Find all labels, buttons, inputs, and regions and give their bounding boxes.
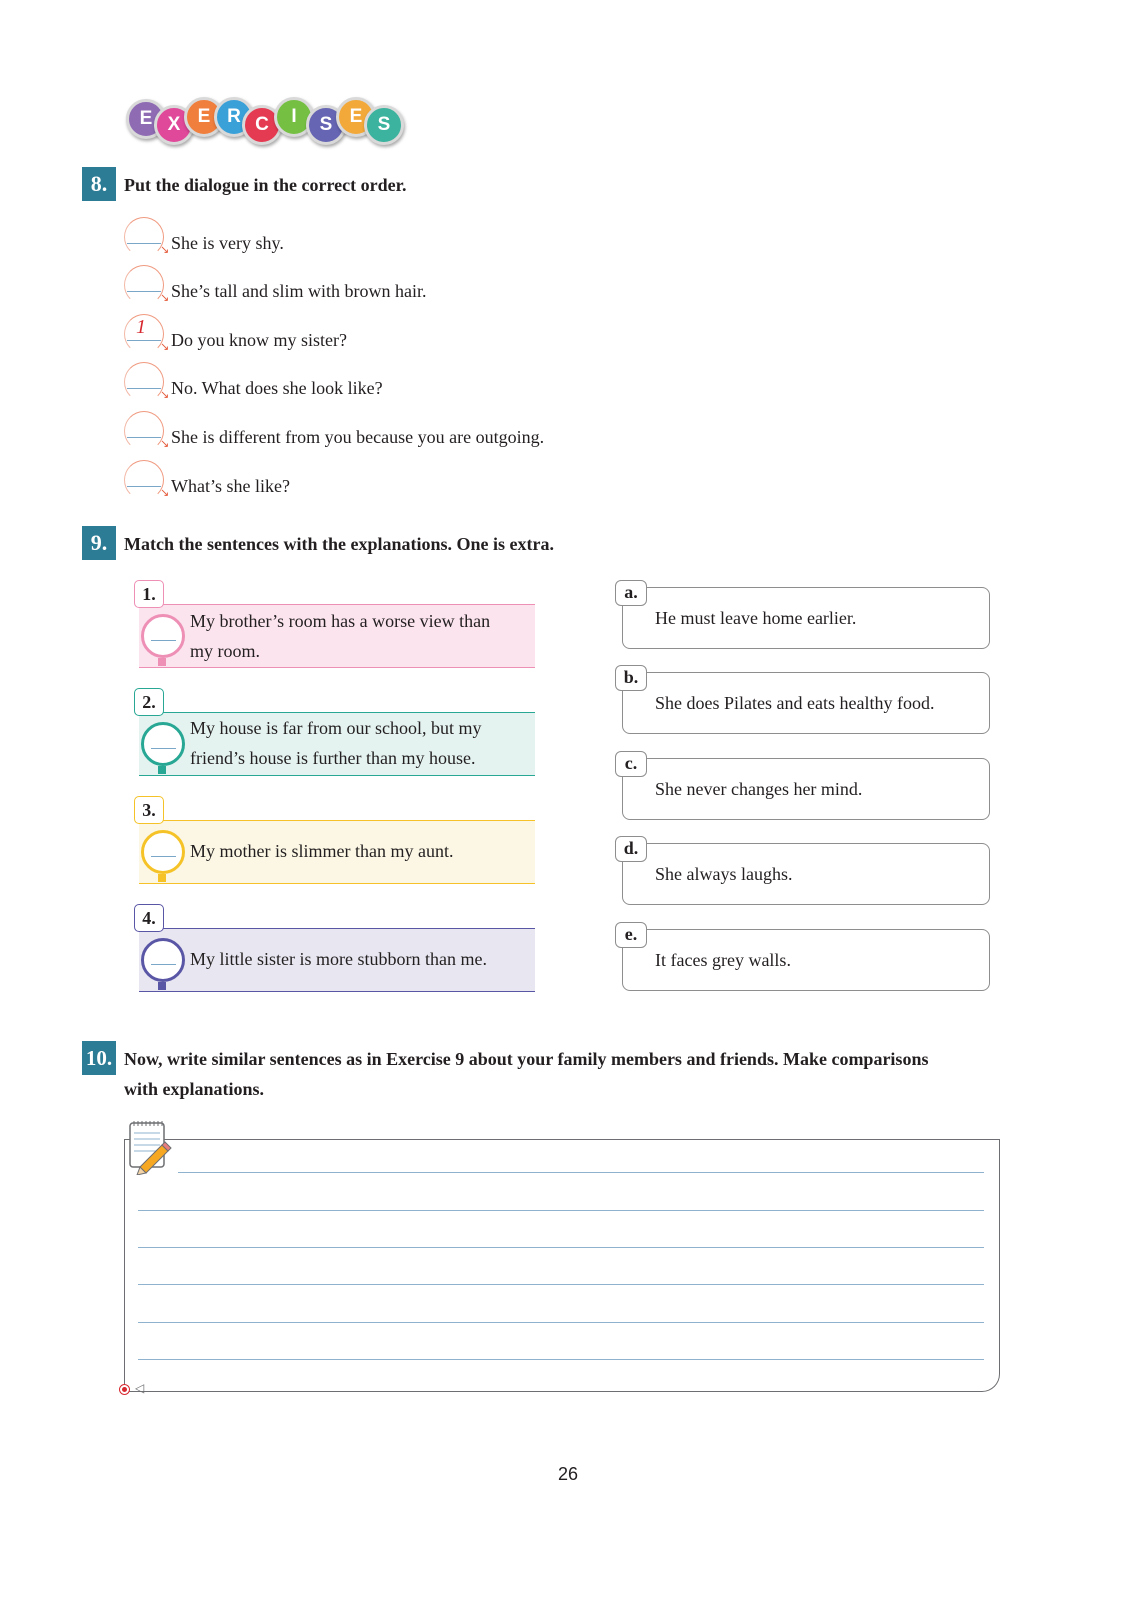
- answer-blank[interactable]: [127, 291, 161, 292]
- sentence-label: 4.: [134, 904, 164, 932]
- sentence-text: My mother is slimmer than my aunt.: [190, 841, 454, 861]
- sentence-3: [139, 796, 535, 888]
- writing-area[interactable]: [125, 1139, 1000, 1392]
- sentence-line: My brother’s room has a worse view than: [190, 611, 491, 631]
- circle-stem: [158, 874, 166, 882]
- circle-stem: [158, 658, 166, 666]
- dialogue-text: Do you know my sister?: [171, 330, 347, 350]
- writing-line[interactable]: [138, 1322, 984, 1323]
- sentence-1: [139, 578, 535, 670]
- logo-letter: E: [336, 97, 376, 137]
- answer-blank[interactable]: [127, 243, 161, 244]
- dialogue-item[interactable]: [124, 217, 724, 261]
- sentence-text: My little sister is more stubborn than me.: [190, 949, 487, 969]
- arrow-icon: ↘: [160, 388, 170, 401]
- writing-line[interactable]: [138, 1210, 984, 1211]
- logo-letter: C: [242, 105, 282, 145]
- answer-blank[interactable]: [127, 437, 161, 438]
- notepad-pencil-icon: [126, 1119, 174, 1175]
- dialogue-text: She’s tall and slim with brown hair.: [171, 281, 427, 301]
- exercises-logo: [126, 97, 416, 147]
- dialogue-item[interactable]: [124, 265, 724, 309]
- dialogue-item[interactable]: [124, 460, 724, 504]
- sentence-label: 3.: [134, 796, 164, 824]
- arrow-icon: ↘: [160, 291, 170, 304]
- logo-letter: S: [364, 105, 404, 145]
- dialogue-item[interactable]: [124, 362, 724, 406]
- sentence-line: my room.: [190, 641, 260, 661]
- explanation-c: [622, 753, 990, 820]
- sentence-4: [139, 904, 535, 996]
- dialogue-item[interactable]: [124, 411, 724, 455]
- answer-blank[interactable]: [127, 340, 161, 341]
- answer-circle[interactable]: [141, 938, 185, 982]
- writing-line[interactable]: [138, 1284, 984, 1285]
- explanation-b: [622, 667, 990, 734]
- explanation-label: c.: [615, 751, 647, 777]
- explanation-a: [622, 582, 990, 649]
- title-line: Now, write similar sentences as in Exercise 9 about your family members and friends. Make comparisons: [124, 1049, 929, 1069]
- answer-circle: [124, 265, 164, 305]
- arrow-icon: ↘: [160, 340, 170, 353]
- logo-letter: X: [154, 105, 194, 145]
- exercise-10-number: 10.: [82, 1041, 116, 1075]
- answer-blank[interactable]: [127, 388, 161, 389]
- sentence-2: [139, 686, 535, 778]
- arrow-icon: ↘: [160, 243, 170, 256]
- explanation-label: b.: [615, 665, 647, 691]
- exercise-9-number: 9.: [82, 526, 116, 560]
- exercise-8-number: 8.: [82, 167, 116, 201]
- exercise-10-title: [124, 1049, 928, 1100]
- exercise-9-title: Match the sentences with the explanations. One is extra.: [124, 534, 554, 554]
- explanation-d: [622, 838, 990, 905]
- answer-circle[interactable]: [141, 614, 185, 658]
- sentence-label: 2.: [134, 688, 164, 716]
- explanation-e: [622, 924, 990, 991]
- explanation-text: She always laughs.: [655, 864, 793, 884]
- writing-line[interactable]: [178, 1172, 984, 1173]
- circle-stem: [158, 766, 166, 774]
- logo-letter: I: [274, 97, 314, 137]
- dialogue-text: She is very shy.: [171, 233, 284, 253]
- sentence-line: friend’s house is further than my house.: [190, 748, 476, 768]
- sentence-text: [190, 713, 481, 773]
- page-number: 26: [557, 1464, 579, 1484]
- order-number: 1: [136, 316, 146, 338]
- answer-circle: [124, 411, 164, 451]
- explanation-label: e.: [615, 922, 647, 948]
- sentence-text: [190, 606, 490, 666]
- answer-circle[interactable]: [141, 722, 185, 766]
- dialogue-item[interactable]: [124, 314, 724, 358]
- dialogue-text: What’s she like?: [171, 476, 290, 496]
- answer-circle: [124, 362, 164, 402]
- explanation-text: It faces grey walls.: [655, 950, 791, 970]
- answer-circle: [124, 460, 164, 500]
- exercise-8-title: Put the dialogue in the correct order.: [124, 175, 407, 195]
- arrow-left-icon: ◁: [135, 1381, 145, 1395]
- dialogue-text: She is different from you because you are outgoing.: [171, 427, 545, 447]
- start-marker-dot: [122, 1387, 127, 1392]
- logo-letter: E: [184, 97, 224, 137]
- writing-area-left-border: [124, 1139, 125, 1390]
- logo-letter: S: [306, 105, 346, 145]
- logo-letter: R: [214, 97, 254, 137]
- writing-line[interactable]: [138, 1247, 984, 1248]
- explanation-text: She never changes her mind.: [655, 779, 863, 799]
- explanation-label: a.: [615, 580, 647, 606]
- explanation-text: She does Pilates and eats healthy food.: [655, 693, 935, 713]
- answer-blank[interactable]: [127, 486, 161, 487]
- circle-stem: [158, 982, 166, 990]
- logo-letter: E: [126, 99, 166, 139]
- explanation-text: He must leave home earlier.: [655, 608, 857, 628]
- dialogue-text: No. What does she look like?: [171, 378, 383, 398]
- writing-line[interactable]: [138, 1359, 984, 1360]
- answer-circle: [124, 217, 164, 257]
- arrow-icon: ↘: [160, 437, 170, 450]
- explanation-label: d.: [615, 836, 647, 862]
- arrow-icon: ↘: [160, 486, 170, 499]
- sentence-line: My house is far from our school, but my: [190, 718, 482, 738]
- sentence-label: 1.: [134, 580, 164, 608]
- answer-circle[interactable]: [141, 830, 185, 874]
- title-line: with explanations.: [124, 1079, 265, 1099]
